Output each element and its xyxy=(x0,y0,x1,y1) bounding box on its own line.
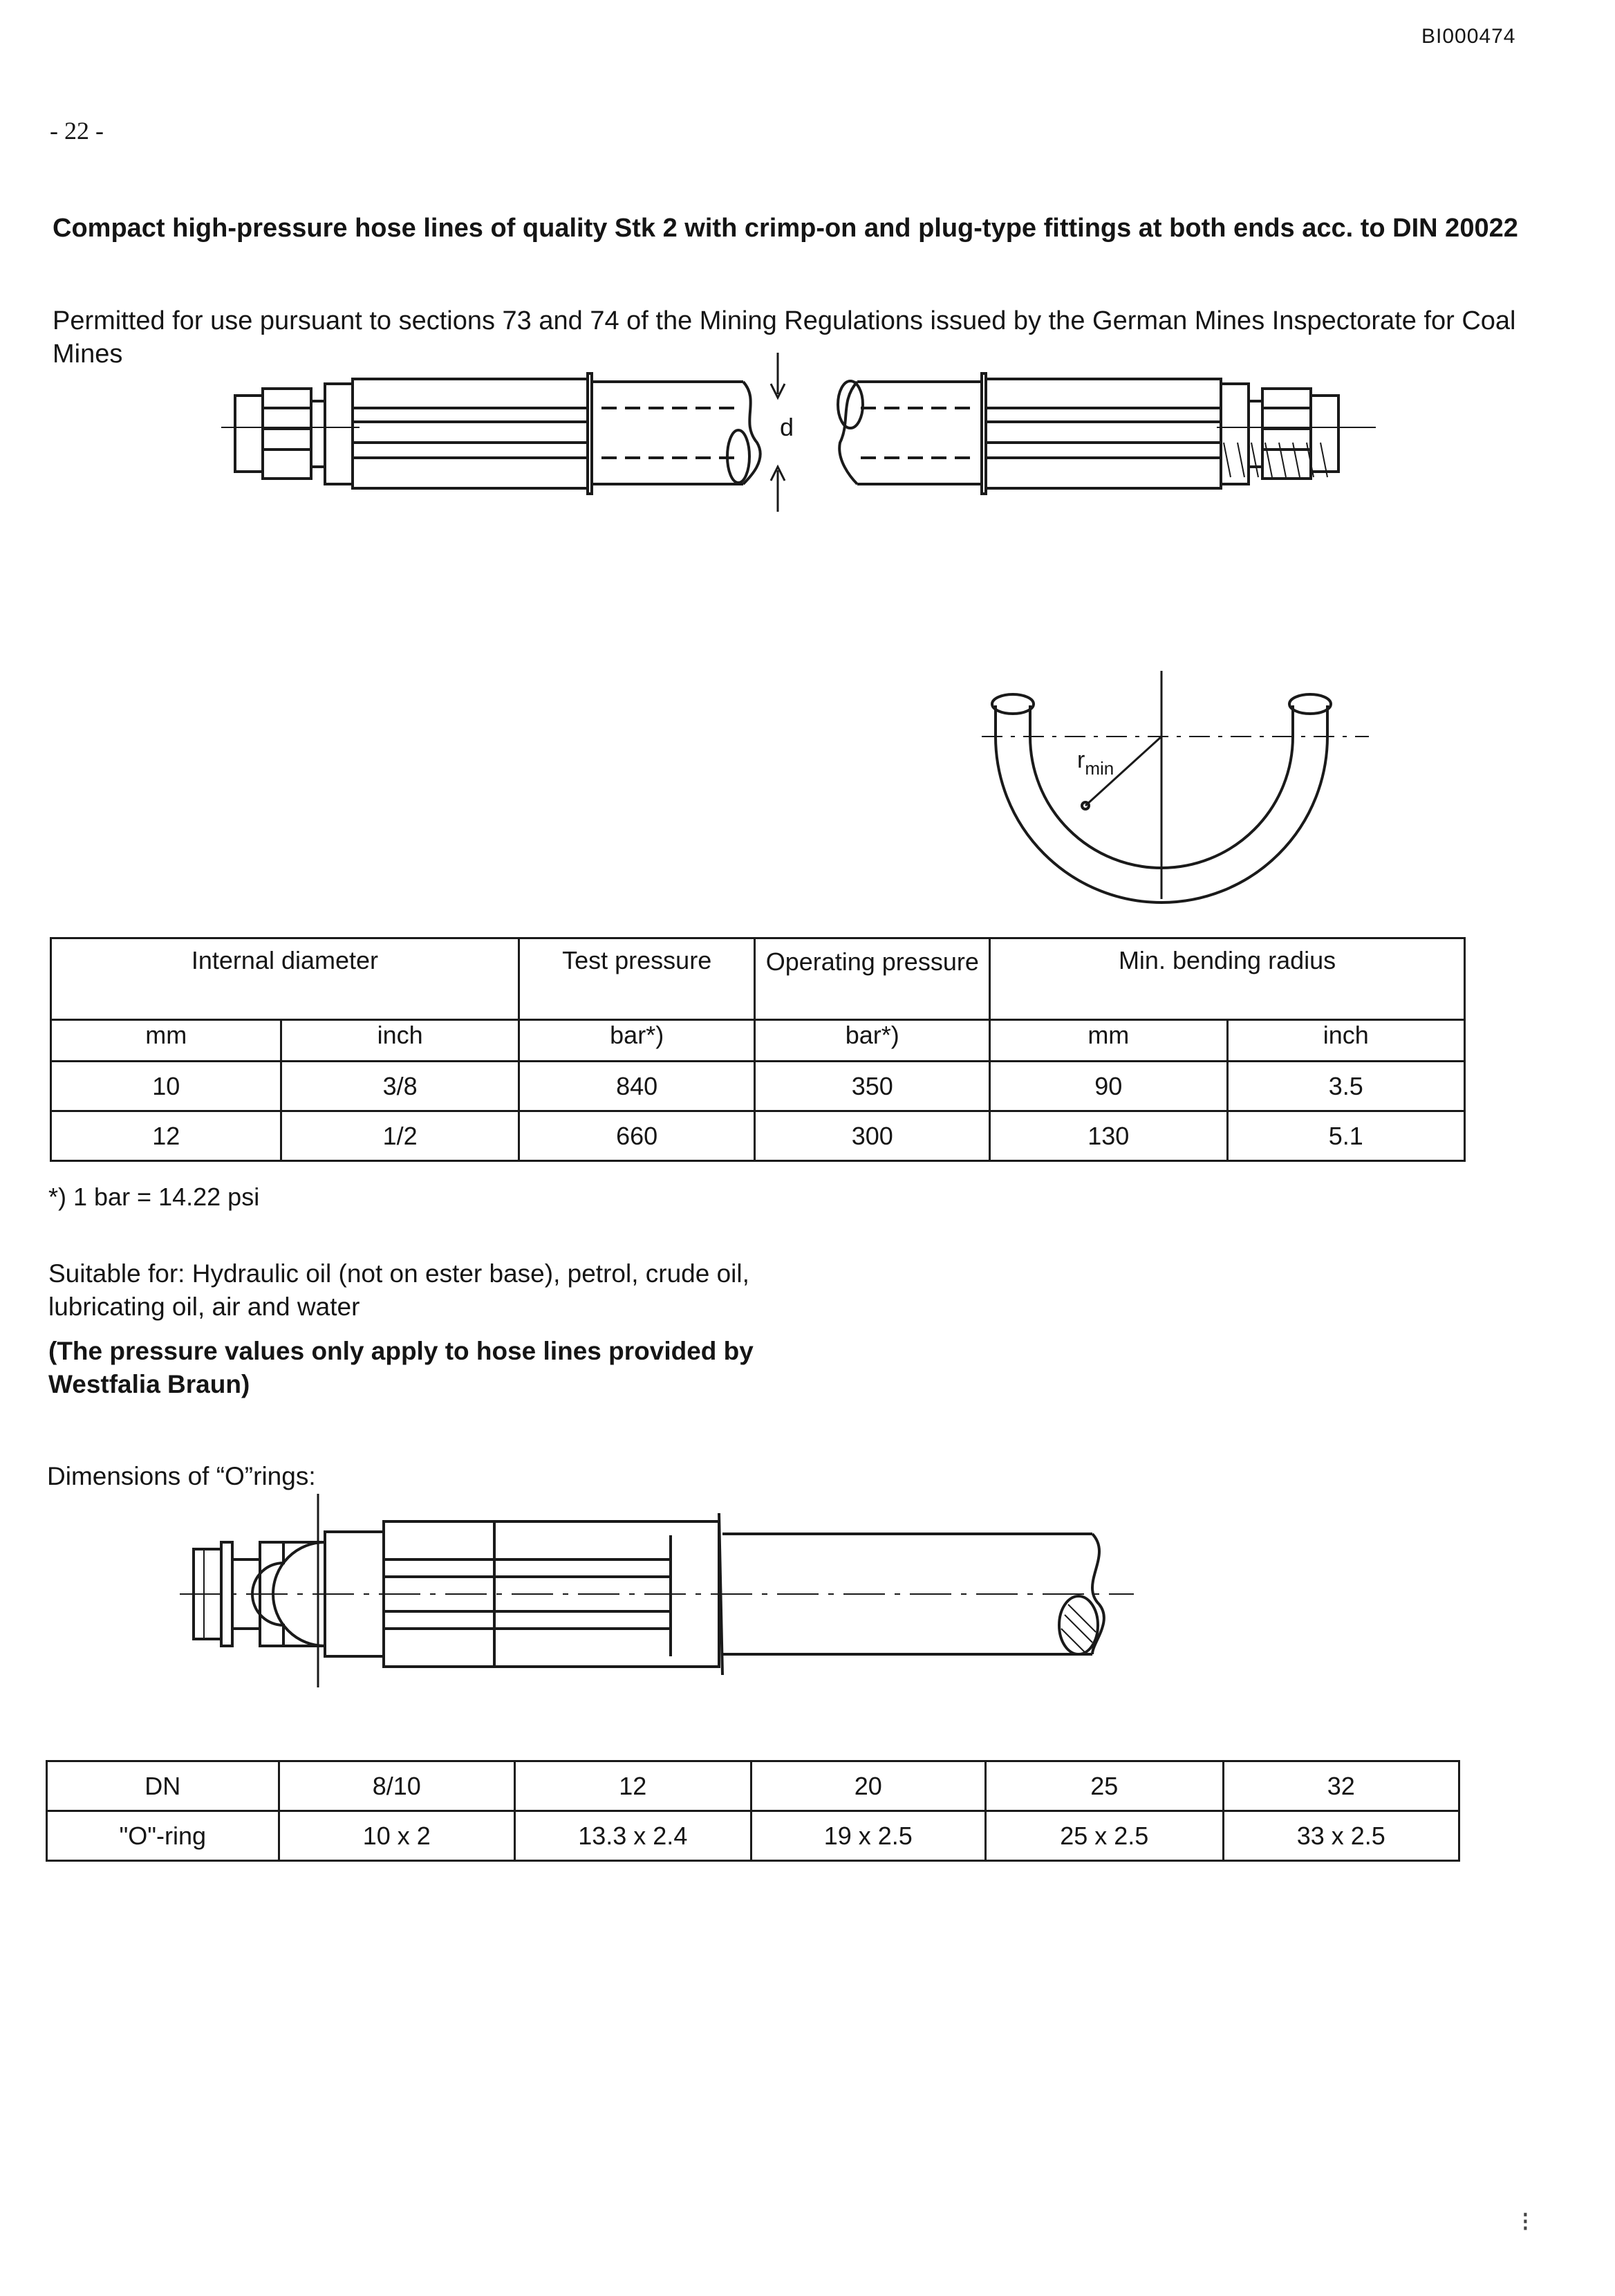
table-row xyxy=(51,1062,1465,1111)
table-cell: 33 x 2.5 xyxy=(1223,1811,1459,1861)
table-cell: 19 x 2.5 xyxy=(751,1811,985,1861)
pressure-note: (The pressure values only apply to hose lines provided by Westfalia Braun) xyxy=(48,1337,754,1398)
page-title: Compact high-pressure hose lines of quality Stk 2 with crimp-on and plug-type fittings at both ends acc. to DIN 20022 xyxy=(53,214,1518,243)
table-row xyxy=(47,1811,1459,1861)
bending-radius-drawing xyxy=(954,671,1438,906)
oring-fitting-drawing xyxy=(166,1494,1203,1701)
intro-paragraph: Permitted for use pursuant to sections 73 and 74 of the Mining Regulations issued by the German Mines Inspectorate for Coal Mines xyxy=(53,306,1516,369)
unit-mm: mm xyxy=(51,1020,281,1062)
table-cell: 25 xyxy=(986,1761,1223,1811)
table-cell: 300 xyxy=(755,1111,990,1161)
oring-table xyxy=(46,1760,1460,1862)
table-cell: 350 xyxy=(755,1062,990,1111)
header-test-pressure: Test pressure xyxy=(519,938,755,1020)
hose-diameter-label: d xyxy=(780,413,794,441)
table-cell: 840 xyxy=(519,1062,755,1111)
table-cell: 3/8 xyxy=(281,1062,519,1111)
unit-bar: bar*) xyxy=(519,1020,755,1062)
suitable-for-text: Suitable for: Hydraulic oil (not on ester base), petrol, crude oil, lubricating oil, air and water xyxy=(48,1259,749,1321)
table-cell: 12 xyxy=(51,1111,281,1161)
table-cell: 10 xyxy=(51,1062,281,1111)
table-cell: 130 xyxy=(990,1111,1227,1161)
table-cell: 3.5 xyxy=(1227,1062,1464,1111)
table-cell: 1/2 xyxy=(281,1111,519,1161)
table-cell: 32 xyxy=(1223,1761,1459,1811)
table-cell: 10 x 2 xyxy=(279,1811,515,1861)
page-number: - 22 - xyxy=(50,117,104,145)
footnote: *) 1 bar = 14.22 psi xyxy=(48,1183,260,1211)
header-operating-pressure: Operating pressure xyxy=(755,938,990,1020)
table-cell: 25 x 2.5 xyxy=(986,1811,1223,1861)
table-cell: 90 xyxy=(990,1062,1227,1111)
scan-mark: ⁝ xyxy=(1521,2207,1530,2237)
header-min-bending-radius: Min. bending radius xyxy=(990,938,1465,1020)
document-id: BI000474 xyxy=(1421,25,1516,48)
unit-bar: bar*) xyxy=(755,1020,990,1062)
table-cell: 12 xyxy=(515,1761,752,1811)
unit-mm: mm xyxy=(990,1020,1227,1062)
unit-inch: inch xyxy=(281,1020,519,1062)
table-row xyxy=(51,1111,1465,1161)
table-cell: 13.3 x 2.4 xyxy=(515,1811,752,1861)
dn-label: DN xyxy=(47,1761,279,1811)
table-cell: 8/10 xyxy=(279,1761,515,1811)
unit-inch: inch xyxy=(1227,1020,1464,1062)
oring-label: "O"-ring xyxy=(47,1811,279,1861)
table-cell: 20 xyxy=(751,1761,985,1811)
header-internal-diameter: Internal diameter xyxy=(51,938,519,1020)
table-cell: 660 xyxy=(519,1111,755,1161)
hose-line-drawing xyxy=(0,0,1615,526)
pressure-table xyxy=(50,937,1466,1162)
oring-section-title: Dimensions of “O”rings: xyxy=(47,1462,316,1490)
table-cell: 5.1 xyxy=(1227,1111,1464,1161)
bend-radius-label: $r_{min}$ xyxy=(1077,747,1114,779)
table-row xyxy=(47,1761,1459,1811)
